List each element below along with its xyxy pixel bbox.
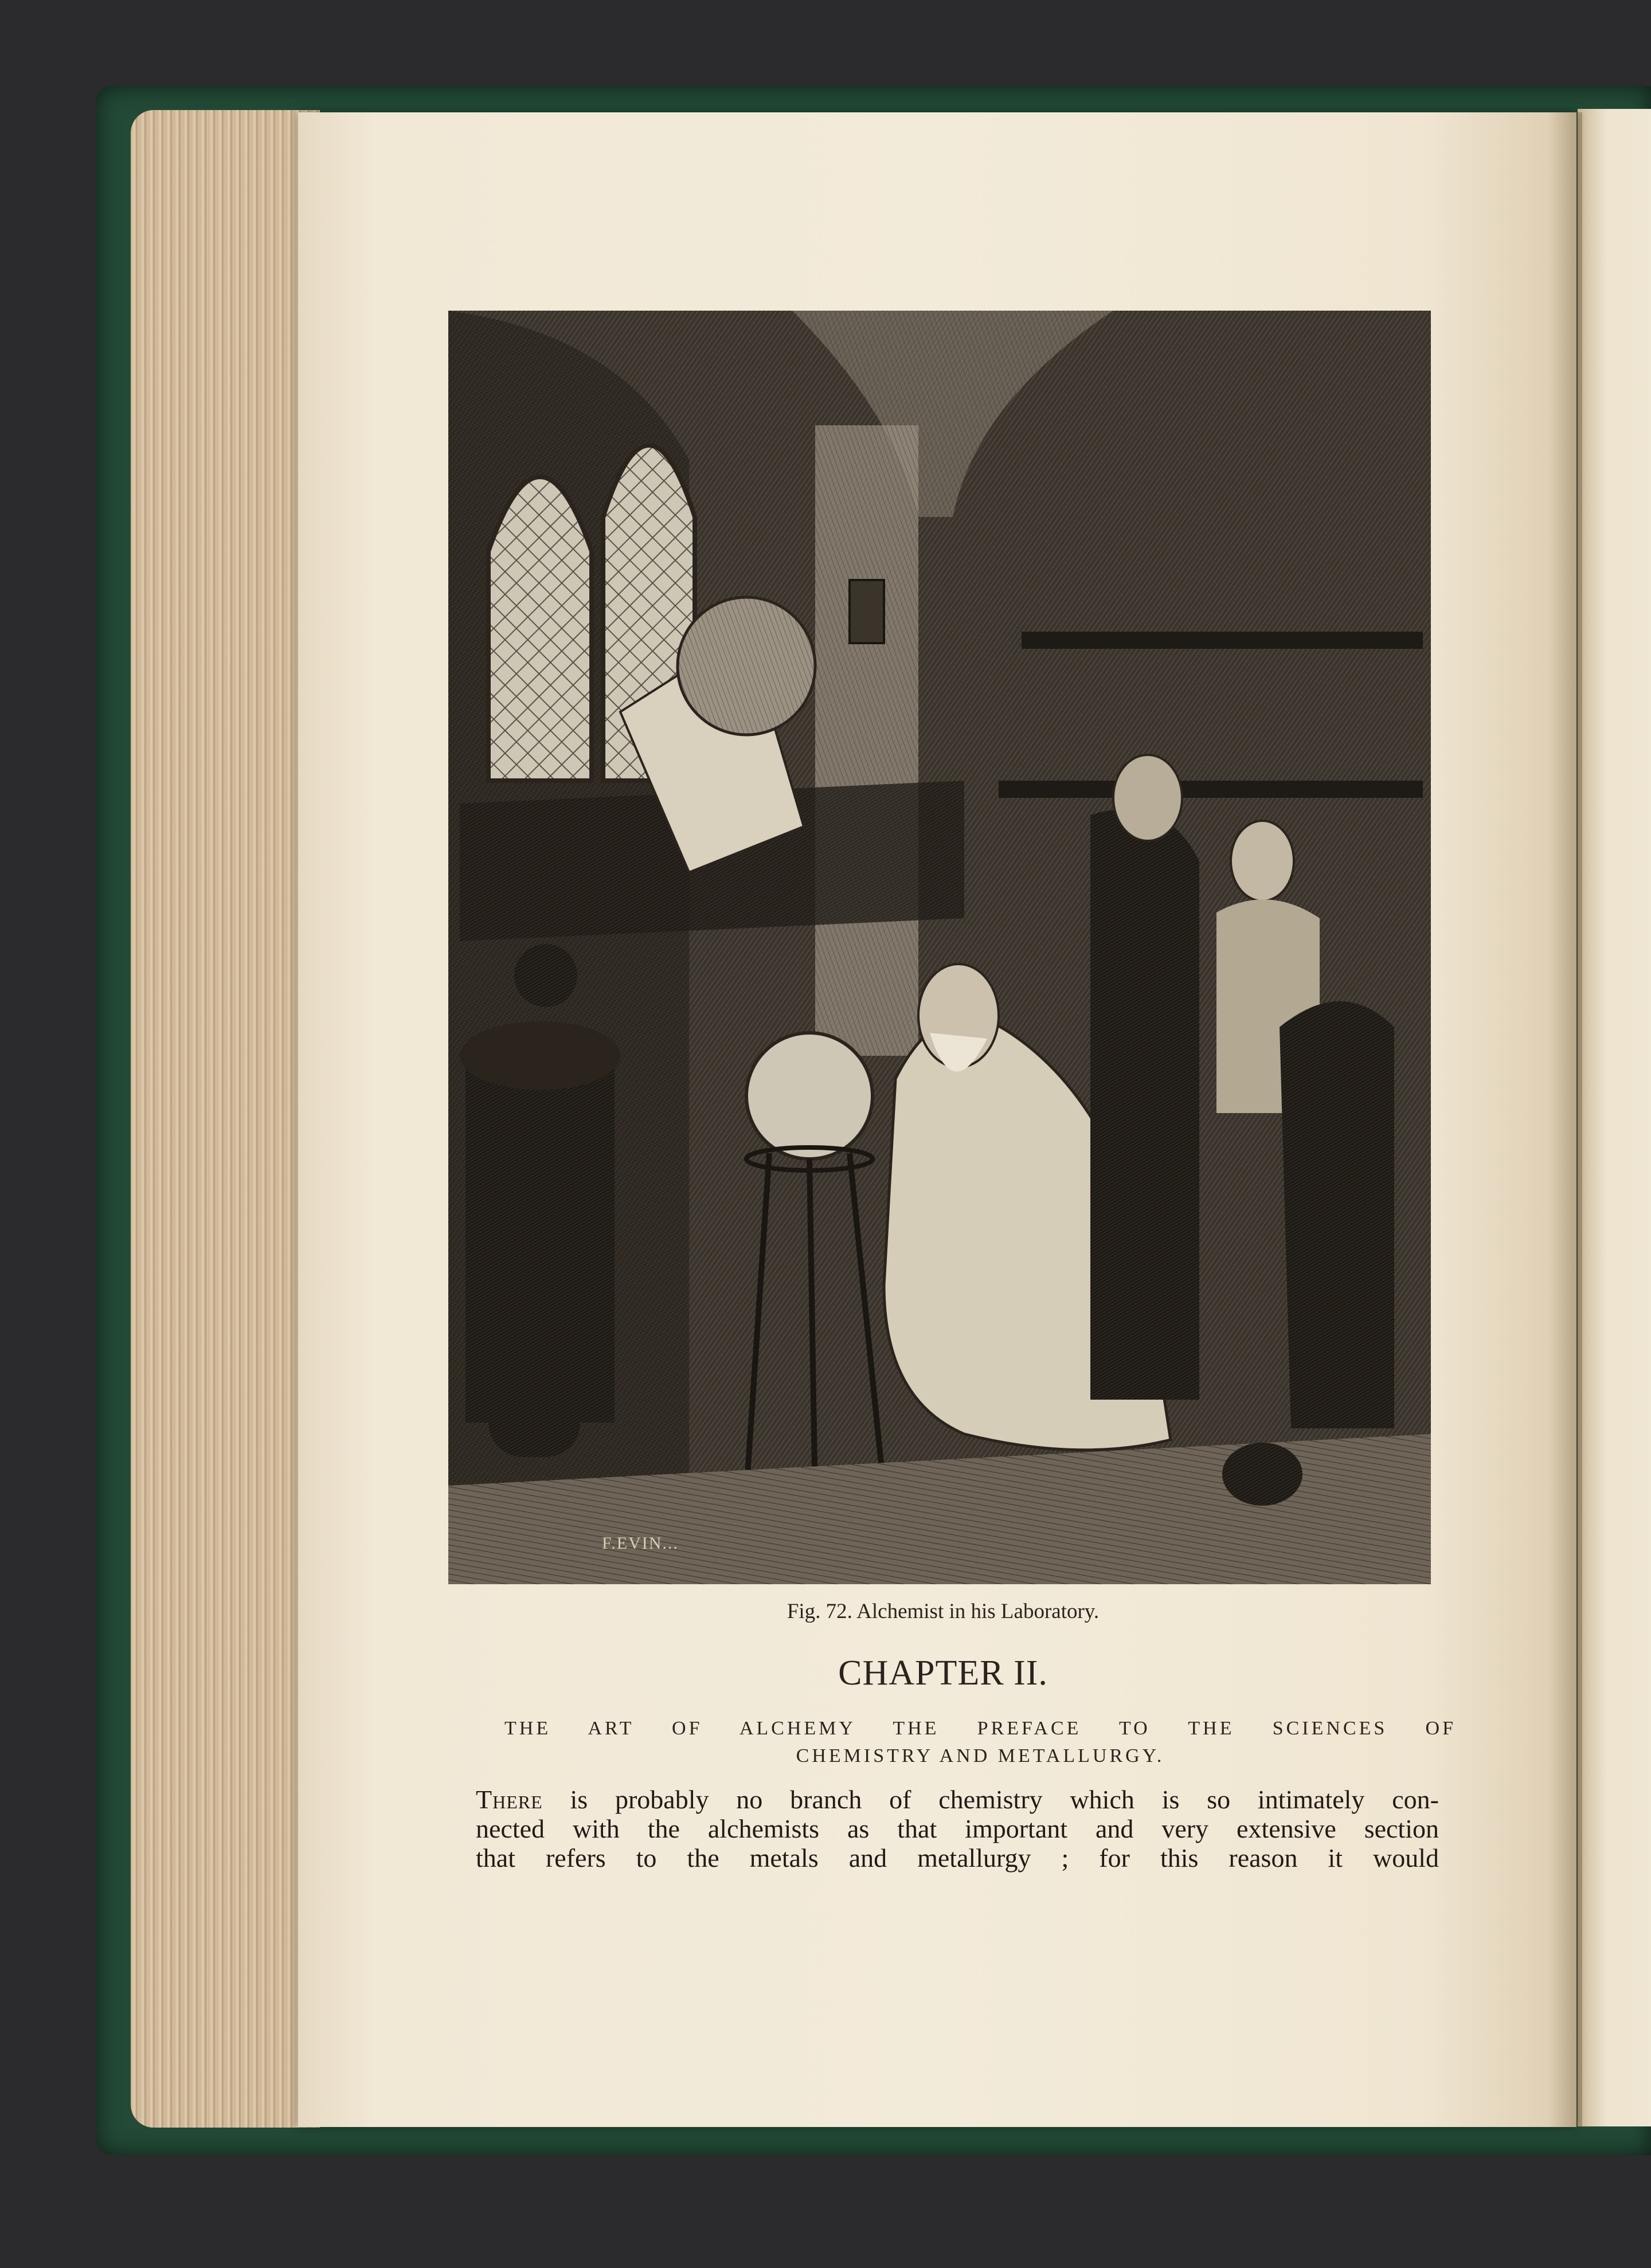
page-edges <box>131 110 320 2128</box>
body-line-2: nected with the alchemists as that important and very extensive section <box>476 1814 1439 1843</box>
chapter-subtitle <box>504 1715 1456 1770</box>
chapter-subtitle-line1: THE ART OF ALCHEMY THE PREFACE TO THE SCIENCES OF <box>504 1718 1456 1739</box>
body-line-1 <box>476 1785 1439 1814</box>
figure-caption: Fig. 72. Alchemist in his Laboratory. <box>787 1600 1100 1623</box>
chapter-subtitle-line2: CHEMISTRY AND METALLURGY. <box>796 1745 1165 1766</box>
facing-page-edge <box>1578 109 1651 2126</box>
engraver-signature: F.EVIN... <box>602 1534 679 1553</box>
chapter-heading: CHAPTER II. <box>838 1654 1048 1693</box>
body-line-3: that refers to the metals and metallurgy ; for this reason it would <box>476 1843 1439 1873</box>
body-line-1-rest: is probably no branch of chemistry which is so intimately con- <box>542 1785 1439 1814</box>
drop-word: There <box>476 1785 543 1814</box>
engraving-illustration <box>448 311 1431 1584</box>
body-paragraph <box>476 1785 1439 1873</box>
gutter-shadow <box>1548 112 1582 2127</box>
